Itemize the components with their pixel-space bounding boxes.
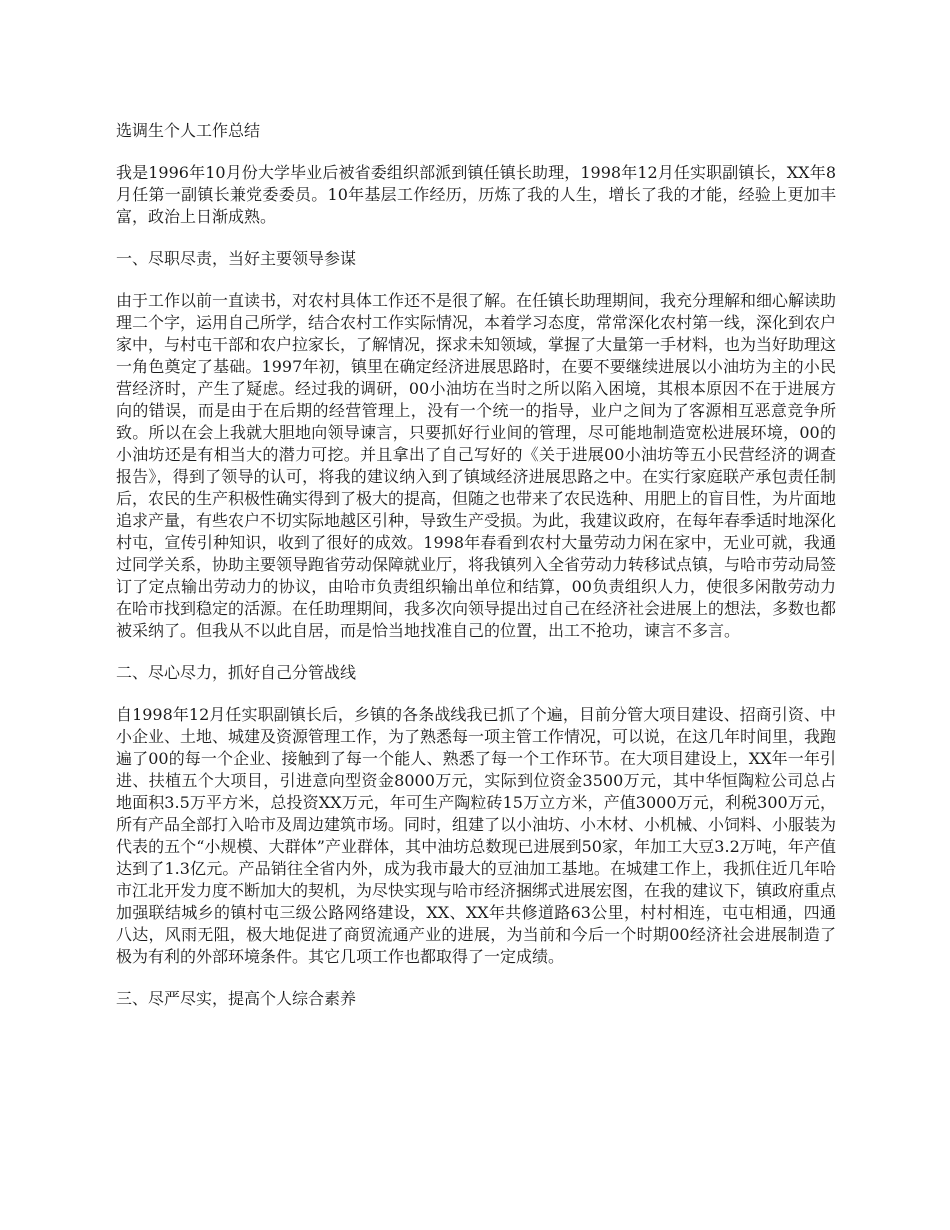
section-heading-3: 三、尽严尽实，提高个人综合素养	[116, 989, 357, 1008]
section-body-1: 由于工作以前一直读书，对农村具体工作还不是很了解。在任镇长助理期间，我充分理解和细心解读助理二个字，运用自己所学，结合农村工作实际情况，本着学习态度，常常深化农村第一线，深化到农户家中，与村屯干部和农户拉家长，了解情况，探求未知领域，掌握了大量第一手材料，也为当好助理这一角色奠定了基础。1997年初，镇里在确定经济进展思路时，在要不要继续进展以小油坊为主的小民营经济时，产生了疑虑。经过我的调研，00小油坊在当时之所以陷入困境，其根本原因不在于进展方向的错误，而是由于在后期的经营管理上，没有一个统一的指导，业户之间为了客源相互恶意竞争所致。所以在会上我就大胆地向领导谏言，只要抓好行业间的管理，尽可能地制造宽松进展环境，00的小油坊还是有相当大的潜力可挖。并且拿出了自己写好的《关于进展00小油坊等五小民营经济的调查报告》，得到了领导的认可，将我的建议纳入到了镇域经济进展思路之中。在实行家庭联产承包责任制后，农民的生产积极性确实得到了极大的提高，但随之也带来了农民选种、用肥上的盲目性，为片面地追求产量，有些农户不切实际地越区引种，导致生产受损。为此，我建议政府，在每年春季适时地深化村屯，宣传引种知识，收到了很好的成效。1998年春看到农村大量劳动力闲在家中，无业可就，我通过同学关系，协助主要领导跑省劳动保障就业厅，将我镇列入全省劳动力转移试点镇，与哈市劳动局签订了定点输出劳动力的协议，由哈市负责组织输出单位和结算，00负责组织人力，使很多闲散劳动力在哈市找到稳定的活源。在任助理期间，我多次向领导提出过自己在经济社会进展上的想法，多数也都被采纳了。但我从不以此自居，而是恰当地找准自己的位置，出工不抢功，谏言不多言。	[116, 291, 837, 640]
intro-paragraph: 我是1996年10月份大学毕业后被省委组织部派到镇任镇长助理，1998年12月任实职副镇长，XX年8月任第一副镇长兼党委委员。10年基层工作经历，历炼了我的人生，增长了我的才能，经验上更加丰富，政治上日渐成熟。	[116, 163, 836, 226]
document-page	[116, 120, 836, 1030]
section-heading-1: 一、尽职尽责，当好主要领导参谋	[116, 249, 357, 268]
document-title: 选调生个人工作总结	[116, 121, 261, 140]
section-body-2: 自1998年12月任实职副镇长后，乡镇的各条战线我已抓了个遍，目前分管大项目建设、招商引资、中小企业、土地、城建及资源管理工作，为了熟悉每一项主管工作情况，可以说，在这几年时间里，我跑遍了00的每一个企业、接触到了每一个能人、熟悉了每一个工作环节。在大项目建设上，XX年一年引进、扶植五个大项目，引进意向型资金8000万元，实际到位资金3500万元，其中华恒陶粒公司总占地面积3.5万平方米，总投资XX万元，年可生产陶粒砖15万立方米，产值3000万元，利税300万元，所有产品全部打入哈市及周边建筑市场。同时，组建了以小油坊、小木材、小机械、小饲料、小服装为代表的五个“小规模、大群体”产业群体，其中油坊总数现已进展到50家，年加工大豆3.2万吨，年产值达到了1.3亿元。产品销往全省内外，成为我市最大的豆油加工基地。在城建工作上，我抓住近几年哈市江北开发力度不断加大的契机，为尽快实现与哈市经济捆绑式进展宏图，在我的建议下，镇政府重点加强联结城乡的镇村屯三级公路网络建设，XX、XX年共修道路63公里，村村相连，屯屯相通，四通八达，风雨无阻，极大地促进了商贸流通产业的进展，为当前和今后一个时期00经济社会进展制造了极为有利的外部环境条件。其它几项工作也都取得了一定成绩。	[116, 705, 837, 966]
section-heading-2: 二、尽心尽力，抓好自己分管战线	[116, 663, 357, 682]
